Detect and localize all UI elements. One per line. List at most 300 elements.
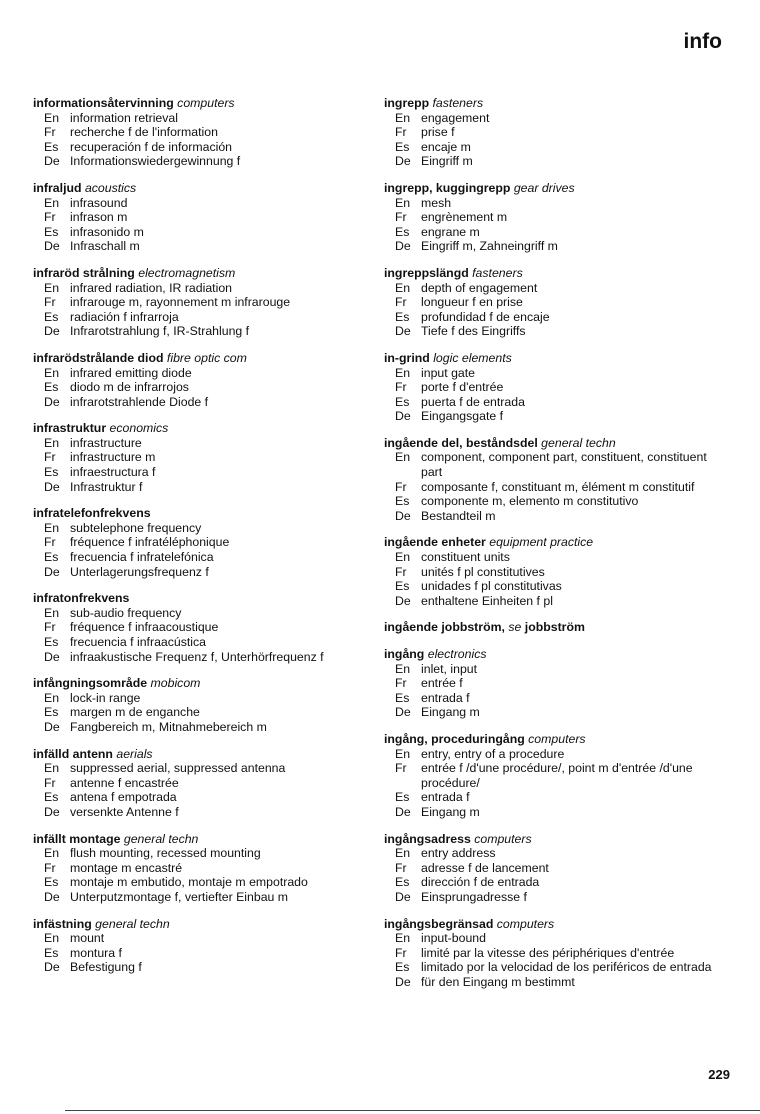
headword: ingående jobbström, <box>384 620 505 635</box>
translation-text: lock-in range <box>70 690 141 705</box>
translation-line <box>33 846 368 861</box>
entry-head <box>33 421 368 436</box>
translation-text: inlet, input <box>421 661 478 676</box>
domain-label: computers <box>177 96 235 110</box>
translation-text: Unterputzmontage f, vertiefter Einbau m <box>70 889 289 904</box>
translation-text: entry, entry of a procedure <box>421 746 565 761</box>
domain-label: general techn <box>123 831 199 846</box>
translation-text: entrée f <box>421 676 463 691</box>
language-code: Es <box>44 309 59 324</box>
translation-text: Eingang m <box>421 705 480 720</box>
translation-text: composante f, constituant m, élément m constitutif <box>421 479 695 494</box>
translation-text: infrared emitting diode <box>70 365 192 380</box>
language-code: De <box>44 889 60 904</box>
language-code: Fr <box>395 676 407 691</box>
translation-text: Infraschall m <box>70 239 140 254</box>
translation-line <box>384 310 729 325</box>
translation-text: unidades f pl constitutivas <box>421 579 562 594</box>
translation-text: prise f <box>421 125 455 140</box>
translation-line <box>33 239 368 254</box>
translation-line <box>33 606 368 621</box>
language-code: En <box>395 550 411 565</box>
translation-text: Infrastruktur f <box>70 479 143 494</box>
language-code: Es <box>395 579 410 594</box>
translation-text: für den Eingang m bestimmt <box>421 974 575 989</box>
translation-text: margen m de enganche <box>70 705 200 720</box>
headword: infrarödstrålande diod <box>33 350 164 365</box>
headword: ingående enheter <box>384 535 486 550</box>
translation-line <box>384 154 729 169</box>
entry-head <box>384 266 729 281</box>
dictionary-entry <box>33 351 368 409</box>
entry-head <box>33 747 368 762</box>
right-column <box>384 96 729 1001</box>
dictionary-entry <box>33 96 368 169</box>
translation-line <box>384 662 729 677</box>
language-code: En <box>44 110 60 125</box>
language-code: En <box>44 931 60 946</box>
translation-line <box>33 691 368 706</box>
translation-line <box>33 111 368 126</box>
translation-line <box>33 720 368 735</box>
left-column <box>33 96 368 987</box>
headword: infångningsområde <box>33 676 148 691</box>
translation-text: entrada f <box>421 690 470 705</box>
translation-text: input-bound <box>421 931 486 946</box>
language-code: Fr <box>44 210 56 225</box>
language-code: Es <box>44 635 59 649</box>
language-code: En <box>44 435 60 450</box>
translation-text: enthaltene Einheiten f pl <box>421 593 553 608</box>
translation-line <box>33 380 368 395</box>
language-code: En <box>395 846 411 861</box>
translation-line <box>33 550 368 565</box>
language-code: Es <box>44 550 59 565</box>
translation-text: porte f d'entrée <box>421 380 504 395</box>
translation-line <box>384 409 729 424</box>
entry-head <box>33 266 368 281</box>
translation-line <box>33 140 368 155</box>
entry-head <box>384 535 729 550</box>
language-code: En <box>44 195 60 210</box>
dictionary-entry <box>384 732 729 820</box>
language-code: De <box>395 154 411 169</box>
language-code: En <box>44 280 60 295</box>
language-code: Es <box>395 494 410 509</box>
entry-head <box>384 181 729 196</box>
translation-line <box>33 650 368 665</box>
entry-head <box>384 620 729 635</box>
entry-head <box>33 676 368 691</box>
dictionary-entry <box>33 421 368 494</box>
domain-label: equipment practice <box>489 535 594 550</box>
language-code: Fr <box>395 125 407 140</box>
translation-line <box>384 494 729 509</box>
domain-label: aerials <box>116 746 153 761</box>
language-code: Es <box>395 790 410 805</box>
language-code: De <box>44 324 60 339</box>
dictionary-entry <box>384 181 729 254</box>
domain-label: logic elements <box>433 350 512 365</box>
translation-text: Eingriff m, Zahneingriff m <box>421 239 558 254</box>
translation-text: montage m encastré <box>70 860 183 875</box>
translation-line <box>33 790 368 805</box>
language-code: Fr <box>44 450 56 465</box>
translation-text: antenne f encastrée <box>70 775 179 790</box>
domain-label: fasteners <box>472 265 523 280</box>
language-code: Es <box>395 224 410 239</box>
language-code: De <box>44 239 60 254</box>
headword: infratonfrekvens <box>33 591 130 606</box>
entry-head <box>33 96 368 111</box>
language-code: De <box>44 804 60 819</box>
translation-text: Eingangsgate f <box>421 409 504 424</box>
language-code: Es <box>44 139 59 154</box>
language-code: De <box>44 564 60 579</box>
headword: ingrepp, kuggingrepp <box>384 180 511 195</box>
language-code: Es <box>395 139 410 154</box>
translation-line <box>384 380 729 395</box>
translation-text: diodo m de infrarrojos <box>70 380 189 395</box>
translation-text: profundidad f de encaje <box>421 309 550 324</box>
translation-line <box>384 805 729 820</box>
language-code: De <box>395 239 411 254</box>
headword: infällt montage <box>33 831 121 846</box>
language-code: Es <box>395 309 410 324</box>
translation-text: mount <box>70 931 105 946</box>
language-code: Fr <box>395 860 407 875</box>
translation-line <box>33 395 368 410</box>
domain-label: gear drives <box>513 180 575 195</box>
translation-line <box>384 946 729 961</box>
headword: ingrepp <box>384 96 430 110</box>
translation-text: infrasonido m <box>70 224 144 239</box>
translation-line <box>384 691 729 706</box>
translation-line <box>384 790 729 805</box>
translation-text: unités f pl constitutives <box>421 564 545 579</box>
entry-head <box>33 917 368 932</box>
translation-line <box>384 875 729 890</box>
language-code: Es <box>44 790 59 805</box>
dictionary-entry <box>33 832 368 905</box>
translation-text: Einsprungadresse f <box>421 889 527 904</box>
translation-line <box>33 565 368 580</box>
translation-text: infraestructura f <box>70 465 156 480</box>
language-code: De <box>44 479 60 494</box>
language-code: Fr <box>395 945 407 960</box>
dictionary-entry <box>384 266 729 339</box>
translation-line <box>384 861 729 876</box>
translation-text: frecuencia f infratelefónica <box>70 550 214 565</box>
translation-text: radiación f infrarroja <box>70 309 179 324</box>
translation-line <box>33 154 368 169</box>
language-code: De <box>44 394 60 409</box>
translation-line <box>384 890 729 905</box>
language-code: Es <box>44 380 59 395</box>
translation-line <box>33 465 368 480</box>
translation-text: subtelephone frequency <box>70 520 202 535</box>
translation-line <box>384 450 729 479</box>
translation-text: recherche f de l'information <box>70 125 218 140</box>
translation-text: constituent units <box>421 550 510 565</box>
translation-line <box>33 776 368 791</box>
entry-head <box>384 351 729 366</box>
translation-text: encaje m <box>421 139 471 154</box>
translation-line <box>384 747 729 762</box>
language-code: En <box>395 746 411 761</box>
domain-label: mobicom <box>150 676 201 691</box>
translation-line <box>384 676 729 691</box>
dictionary-entry <box>33 181 368 254</box>
language-code: En <box>44 605 60 620</box>
domain-label: general techn <box>95 916 170 931</box>
dictionary-entry <box>384 535 729 608</box>
language-code: De <box>395 324 411 339</box>
translation-line <box>384 761 729 790</box>
translation-line <box>384 366 729 381</box>
dictionary-entry <box>33 917 368 975</box>
translation-text: Tiefe f des Eingriffs <box>421 324 526 339</box>
language-code: Fr <box>44 860 56 875</box>
translation-line <box>384 931 729 946</box>
translation-line <box>33 436 368 451</box>
translation-line <box>384 550 729 565</box>
translation-text: Eingriff m <box>421 154 473 169</box>
translation-text: infrastructure <box>70 435 142 450</box>
domain-label: general techn <box>541 435 616 450</box>
translation-line <box>384 395 729 410</box>
headword: infraljud <box>33 180 82 195</box>
language-code: En <box>44 761 60 776</box>
translation-line <box>384 565 729 580</box>
language-code: De <box>395 508 411 523</box>
headword: infälld antenn <box>33 746 113 761</box>
translation-text: infrared radiation, IR radiation <box>70 280 232 295</box>
translation-line <box>33 861 368 876</box>
translation-text: infrarouge m, rayonnement m infrarouge <box>70 295 291 310</box>
translation-line <box>384 705 729 720</box>
language-code: En <box>395 931 411 946</box>
language-code: Fr <box>395 479 407 494</box>
translation-line <box>33 125 368 140</box>
translation-line <box>33 295 368 310</box>
language-code: Es <box>44 465 59 480</box>
language-code: En <box>395 280 411 295</box>
translation-text: Fangbereich m, Mitnahmebereich m <box>70 719 267 734</box>
headword: ingångsbegränsad <box>384 916 494 931</box>
translation-text: longueur f en prise <box>421 295 523 310</box>
entry-head <box>33 591 368 606</box>
translation-text: dirección f de entrada <box>421 875 540 890</box>
language-code: De <box>44 649 60 664</box>
language-code: Es <box>44 875 59 890</box>
translation-line <box>33 705 368 720</box>
translation-line <box>33 480 368 495</box>
language-code: En <box>44 520 60 535</box>
translation-line <box>33 210 368 225</box>
entry-head <box>384 917 729 932</box>
translation-text: information retrieval <box>70 110 178 125</box>
translation-text: puerta f de entrada <box>421 394 525 409</box>
entry-head <box>33 832 368 847</box>
language-code: Fr <box>44 535 56 550</box>
language-code: Fr <box>44 620 56 635</box>
dictionary-entry <box>384 96 729 169</box>
translation-line <box>33 196 368 211</box>
language-code: En <box>395 365 411 380</box>
dictionary-entry <box>33 266 368 339</box>
translation-text: engrènement m <box>421 210 508 225</box>
headword: in-grind <box>384 350 430 365</box>
translation-text: Informationswiedergewinnung f <box>70 154 241 169</box>
dictionary-entry <box>33 676 368 734</box>
language-code: En <box>395 195 411 210</box>
domain-label: fibre optic com <box>166 350 247 365</box>
translation-line <box>33 875 368 890</box>
domain-label: electronics <box>427 647 487 661</box>
language-code: De <box>395 889 411 904</box>
translation-line <box>384 210 729 225</box>
entry-head <box>384 436 729 451</box>
language-code: De <box>44 960 60 975</box>
entry-head <box>384 732 729 747</box>
translation-text: limité par la vitesse des périphériques d'entrée <box>421 945 675 960</box>
headword: ingående del, beståndsdel <box>384 435 538 450</box>
dictionary-entry <box>33 506 368 579</box>
language-code: Fr <box>395 380 407 395</box>
translation-text: Eingang m <box>421 804 480 819</box>
translation-line <box>384 324 729 339</box>
translation-line <box>384 509 729 524</box>
language-code: De <box>395 409 411 424</box>
translation-line <box>384 846 729 861</box>
dictionary-entry <box>33 747 368 820</box>
translation-text: Befestigung f <box>70 960 142 975</box>
translation-line <box>384 975 729 990</box>
translation-line <box>384 196 729 211</box>
translation-text: infrarotstrahlende Diode f <box>70 394 209 409</box>
language-code: Es <box>44 705 59 720</box>
translation-text: Bestandteil m <box>421 508 496 523</box>
language-code: En <box>395 110 411 125</box>
language-code: Es <box>395 875 410 890</box>
translation-text: depth of engagement <box>421 280 538 295</box>
domain-label: computers <box>496 916 555 931</box>
translation-line <box>33 310 368 325</box>
see-target: jobbström <box>524 620 585 635</box>
language-code: De <box>395 804 411 819</box>
headword: ingångsadress <box>384 831 471 846</box>
entry-head <box>384 832 729 847</box>
translation-text: component, component part, constituent, constituent part <box>421 450 707 480</box>
headword: ingång <box>384 647 425 661</box>
translation-text: limitado por la velocidad de los periféricos de entrada <box>421 960 712 975</box>
language-code: Fr <box>395 564 407 579</box>
translation-text: flush mounting, recessed mounting <box>70 846 261 861</box>
headword: infrastruktur <box>33 421 107 436</box>
headword: infraröd strålning <box>33 265 135 280</box>
translation-text: entry address <box>421 846 496 861</box>
language-code: Es <box>44 224 59 239</box>
translation-line <box>33 620 368 635</box>
headword: ingreppslängd <box>384 265 469 280</box>
language-code: Fr <box>44 775 56 790</box>
translation-line <box>384 225 729 240</box>
translation-text: Infrarotstrahlung f, IR-Strahlung f <box>70 324 250 339</box>
translation-text: entrada f <box>421 790 470 805</box>
see-label: se <box>508 620 522 635</box>
translation-text: versenkte Antenne f <box>70 804 179 819</box>
dictionary-entry <box>384 832 729 905</box>
headword: informationsåtervinning <box>33 96 174 110</box>
entry-head <box>384 96 729 111</box>
dictionary-entry <box>384 436 729 524</box>
domain-label: fasteners <box>432 96 484 110</box>
translation-line <box>33 225 368 240</box>
translation-text: Unterlagerungsfrequenz f <box>70 564 209 579</box>
translation-line <box>384 239 729 254</box>
translation-line <box>33 366 368 381</box>
language-code: En <box>395 450 411 465</box>
language-code: De <box>395 593 411 608</box>
translation-line <box>384 480 729 495</box>
translation-line <box>384 140 729 155</box>
translation-line <box>33 281 368 296</box>
language-code: Fr <box>395 761 407 776</box>
translation-line <box>33 931 368 946</box>
headword: infratelefonfrekvens <box>33 506 151 521</box>
translation-text: infrastructure m <box>70 450 156 465</box>
translation-line <box>384 281 729 296</box>
entry-head <box>33 351 368 366</box>
translation-line <box>33 535 368 550</box>
translation-line <box>33 521 368 536</box>
domain-label: economics <box>109 421 169 436</box>
translation-line <box>33 805 368 820</box>
headword: ingång, proceduringång <box>384 731 525 746</box>
translation-line <box>384 960 729 975</box>
dictionary-entry <box>384 917 729 990</box>
translation-text: fréquence f infratéléphonique <box>70 535 230 550</box>
translation-line <box>384 594 729 609</box>
language-code: Es <box>395 960 410 975</box>
entry-head <box>384 647 729 662</box>
translation-text: mesh <box>421 195 452 210</box>
translation-text: frecuencia f infraacústica <box>70 635 207 649</box>
translation-text: fréquence f infraacoustique <box>70 620 219 635</box>
dictionary-entry <box>384 620 729 635</box>
dictionary-entry <box>384 647 729 720</box>
language-code: De <box>395 705 411 720</box>
page-header: info <box>683 30 722 53</box>
translation-text: entrée f /d'une procédure/, point m d'entrée /d'une procédure/ <box>421 761 693 790</box>
entry-head <box>33 506 368 521</box>
language-code: De <box>395 974 411 989</box>
translation-line <box>33 761 368 776</box>
domain-label: computers <box>474 831 532 846</box>
page-number: 229 <box>708 1067 730 1082</box>
language-code: De <box>44 719 60 734</box>
translation-line <box>384 125 729 140</box>
translation-line <box>33 450 368 465</box>
language-code: Es <box>395 690 410 705</box>
entry-head <box>33 181 368 196</box>
translation-line <box>33 324 368 339</box>
translation-line <box>33 946 368 961</box>
language-code: Es <box>395 394 410 409</box>
language-code: Fr <box>44 125 56 140</box>
translation-text: montura f <box>70 945 122 960</box>
